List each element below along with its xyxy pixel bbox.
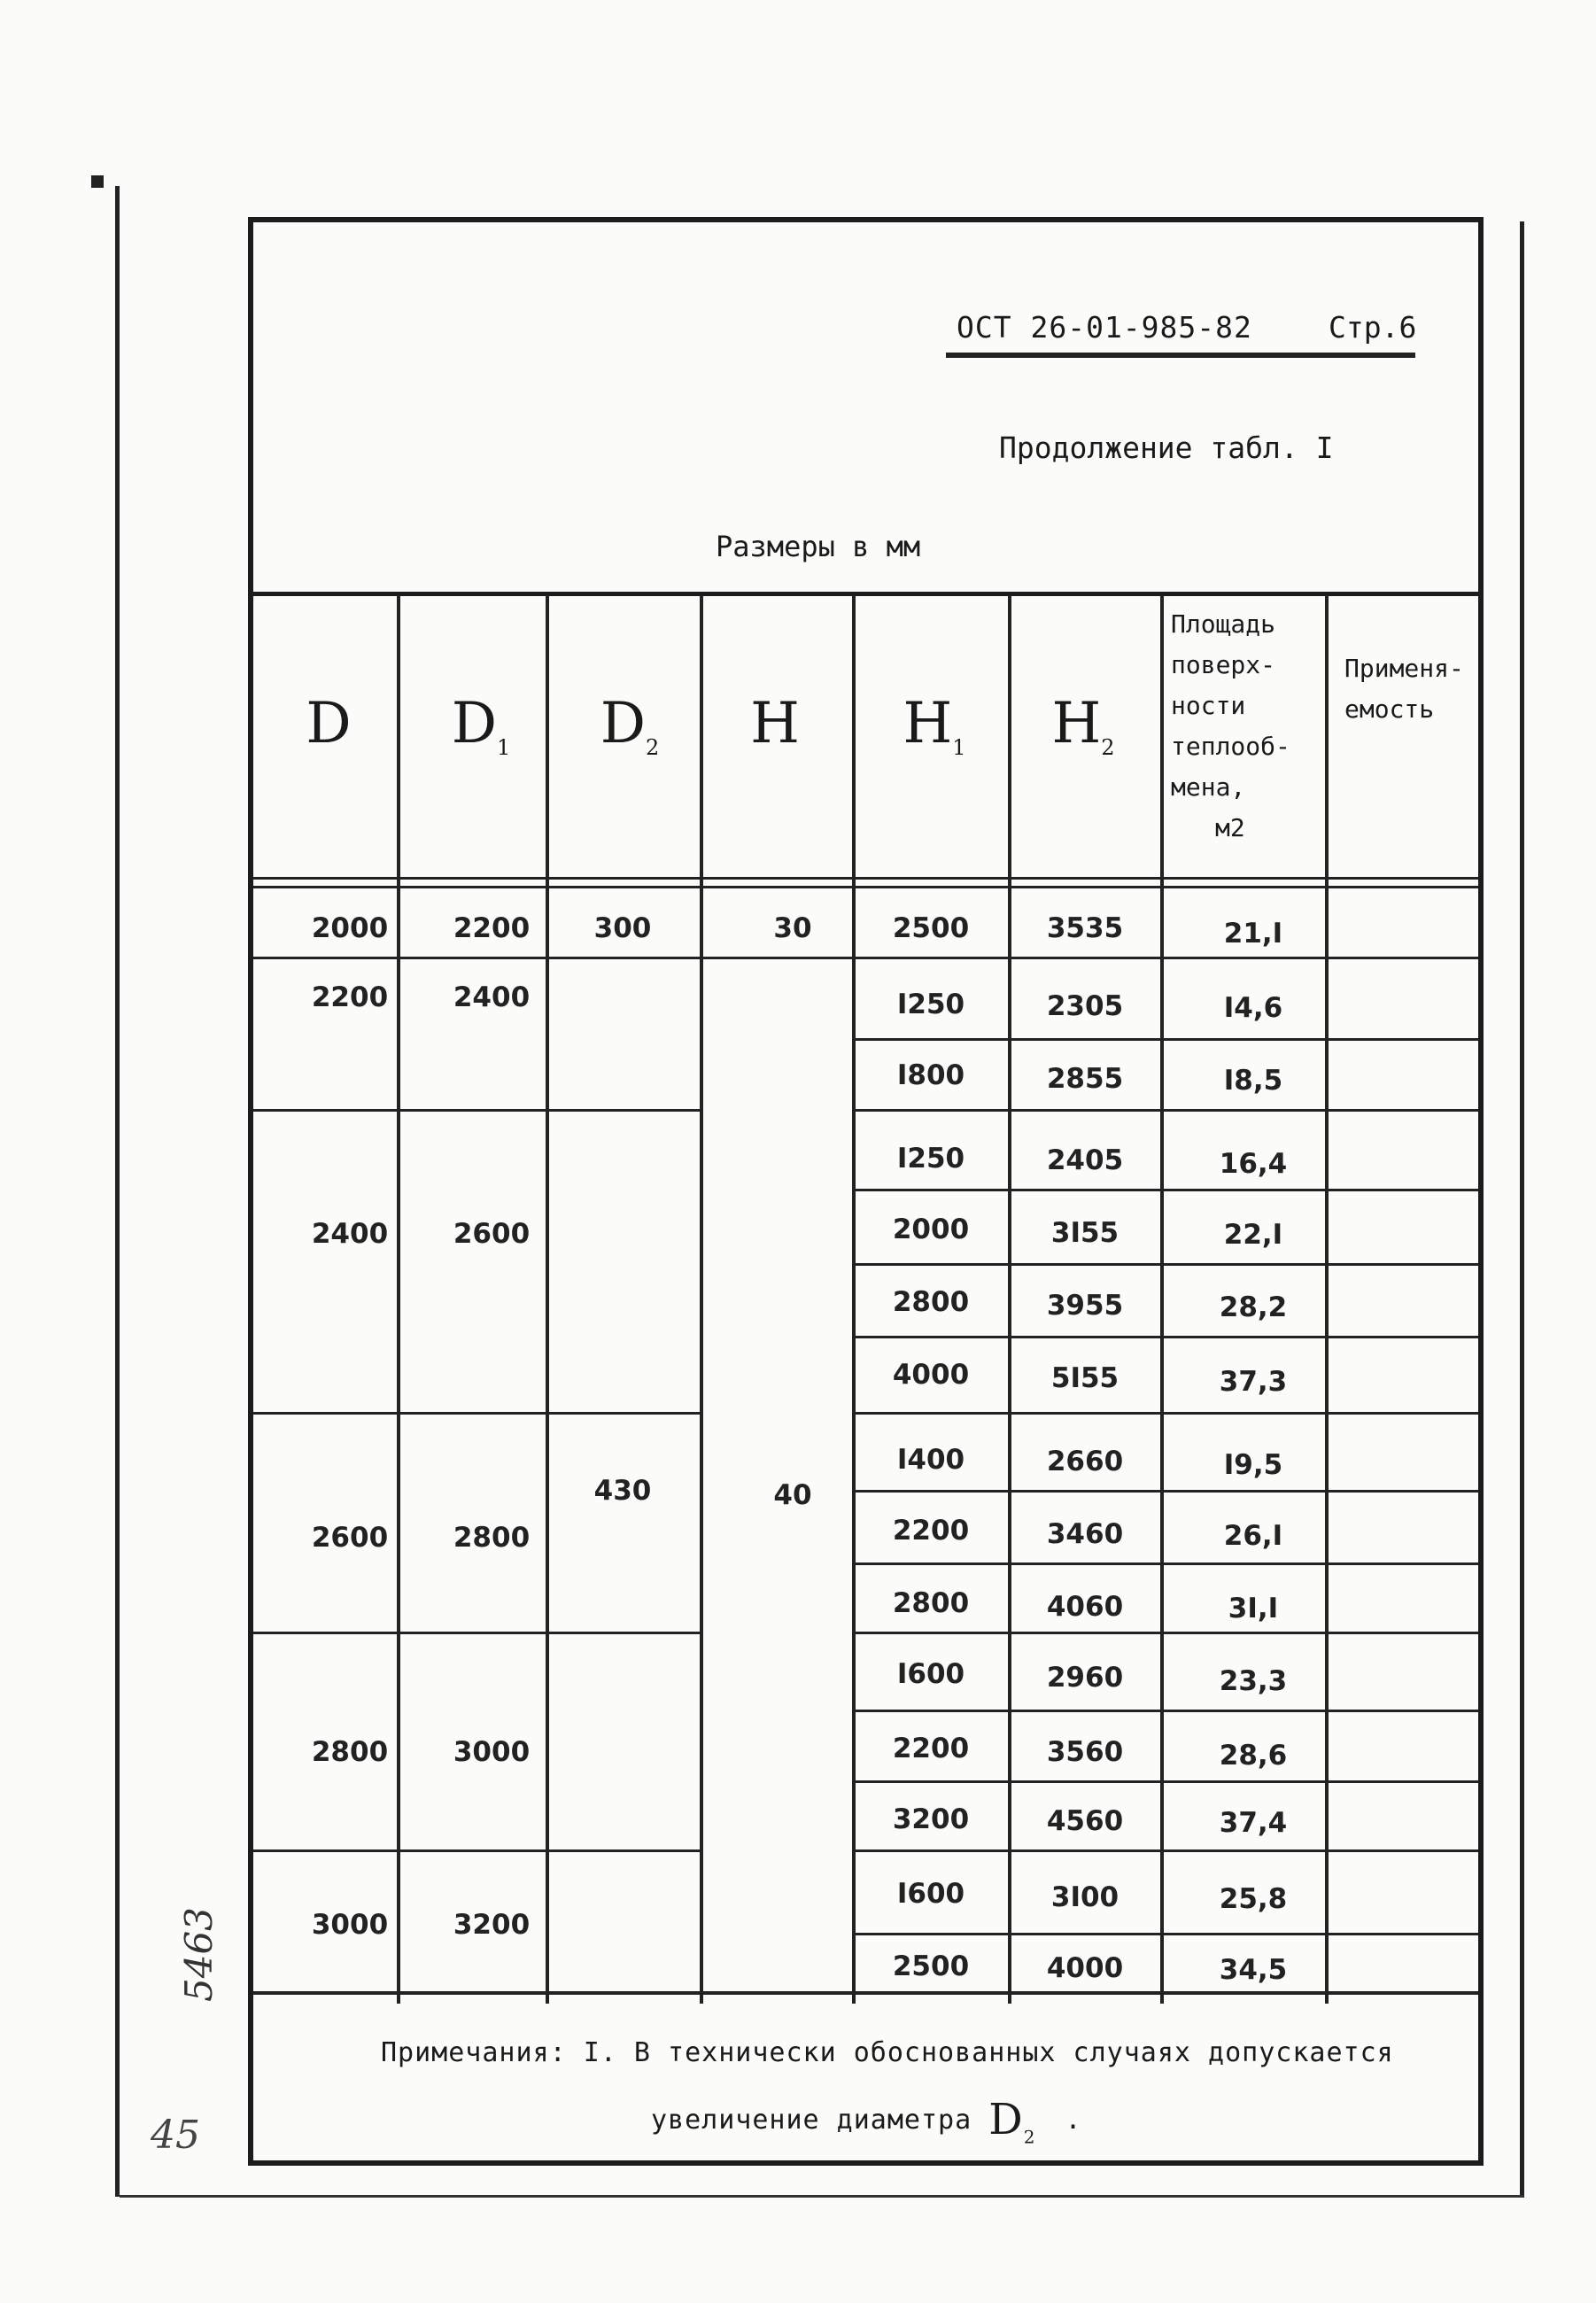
area-header-line: м2	[1215, 813, 1245, 842]
grid-line	[397, 595, 400, 2004]
cell-H2: 3I55	[1050, 1217, 1120, 1249]
usage-header-line: Применя-	[1344, 654, 1464, 683]
col-header-D: D	[306, 691, 352, 756]
cell-H1: I800	[896, 1059, 965, 1091]
cell-D: 2400	[311, 1218, 389, 1250]
cell-D2: 300	[593, 912, 652, 944]
note-D2-symbol: $D_2$	[988, 2095, 1036, 2148]
cell-area: 37,3	[1219, 1366, 1288, 1398]
grid-line	[1325, 595, 1329, 2004]
margin-inventory-number: 5463	[177, 1907, 221, 2002]
area-header-line: ности	[1171, 691, 1246, 720]
col-header-usage	[1344, 648, 1477, 730]
row-line	[852, 1263, 1478, 1266]
cell-area: 26,I	[1223, 1520, 1283, 1552]
cell-H-merged: 40	[773, 1479, 812, 1511]
cell-H1: I600	[896, 1658, 965, 1690]
cell-H2: 4060	[1046, 1591, 1124, 1623]
grid-line	[700, 595, 703, 2004]
cell-area: I9,5	[1223, 1449, 1283, 1481]
outer-border-right	[1520, 221, 1524, 2198]
cell-H2: 2960	[1046, 1662, 1124, 1694]
cell-H1: I250	[896, 989, 965, 1020]
header-separator	[253, 877, 1478, 880]
document-code: ОСТ 26-01-985-82	[957, 310, 1252, 345]
grid-line	[852, 595, 856, 2004]
cell-D1: 2400	[453, 981, 531, 1013]
cell-area: 28,2	[1219, 1291, 1288, 1323]
area-header-line: мена,	[1171, 772, 1246, 802]
cell-D: 2600	[311, 1522, 389, 1554]
cell-H1: 2800	[892, 1587, 970, 1619]
col-header-D1: $D_1$	[451, 691, 511, 760]
row-line	[852, 1109, 1478, 1112]
cell-area: 22,I	[1223, 1219, 1283, 1251]
cell-H1: 2500	[892, 1950, 970, 1982]
row-line	[852, 1189, 1478, 1191]
corner-mark	[91, 175, 104, 188]
grid-line	[1160, 595, 1164, 2004]
header-separator	[253, 886, 1478, 888]
cell-H1: 2500	[892, 912, 970, 944]
cell-H1: 2200	[892, 1733, 970, 1764]
cell-D1: 3200	[453, 1909, 531, 1941]
row-line	[852, 1780, 1478, 1783]
cell-H2: 3535	[1046, 912, 1124, 944]
cell-D: 2000	[311, 912, 389, 944]
cell-area: 21,I	[1223, 918, 1283, 950]
area-header-line: теплооб-	[1171, 732, 1290, 761]
code-underline	[946, 353, 1415, 358]
row-line	[253, 1412, 700, 1415]
cell-H2: 2405	[1046, 1144, 1124, 1176]
row-line	[852, 1849, 1478, 1852]
cell-area: I4,6	[1223, 992, 1283, 1024]
row-line	[852, 1710, 1478, 1712]
cell-H2: 2855	[1046, 1063, 1124, 1095]
col-header-H: H	[750, 691, 800, 756]
cell-area: 23,3	[1219, 1665, 1288, 1697]
row-line	[852, 1412, 1478, 1415]
cell-H1: 2000	[892, 1214, 970, 1245]
area-header-line: Площадь	[1171, 609, 1276, 639]
cell-H2: 3460	[1046, 1518, 1124, 1550]
row-line	[852, 1562, 1478, 1565]
cell-H2: 2305	[1046, 990, 1124, 1022]
row-line	[852, 1632, 1478, 1634]
col-header-D2: $D_2$	[600, 691, 660, 760]
row-line	[253, 1849, 700, 1852]
col-header-area	[1171, 604, 1313, 849]
document-frame	[248, 217, 1484, 2166]
row-line	[852, 1490, 1478, 1493]
cell-area: 3I,I	[1228, 1593, 1279, 1625]
cell-H1: 3200	[892, 1803, 970, 1835]
col-header-H1: $H_1$	[903, 691, 966, 760]
cell-D1: 2200	[453, 912, 531, 944]
cell-H1: 4000	[892, 1359, 970, 1391]
table-bottom-rule	[253, 1991, 1478, 1995]
cell-H1: I600	[896, 1878, 965, 1910]
cell-area: 34,5	[1219, 1954, 1288, 1986]
cell-H1: 2800	[892, 1286, 970, 1318]
note-text: увеличение диаметра	[651, 2105, 972, 2136]
margin-handwritten-number: 45	[151, 2113, 200, 2158]
cell-H2: 2660	[1046, 1446, 1124, 1477]
col-header-H2: $H_2$	[1051, 691, 1115, 760]
cell-area: I8,5	[1223, 1065, 1283, 1097]
cell-area: 37,4	[1219, 1807, 1288, 1839]
grid-line	[546, 595, 549, 2004]
grid-line	[1008, 595, 1011, 2004]
cell-D: 2800	[311, 1736, 389, 1768]
row-line	[253, 1632, 700, 1634]
outer-border-bottom	[120, 2195, 1523, 2198]
cell-H1: I400	[896, 1444, 965, 1476]
cell-H2: 4560	[1046, 1805, 1124, 1837]
cell-H: 30	[773, 912, 812, 944]
units-label: Размеры в мм	[716, 530, 921, 563]
cell-H2: 4000	[1046, 1952, 1124, 1984]
cell-D: 3000	[311, 1909, 389, 1941]
table-continuation-label: Продолжение табл. I	[999, 430, 1334, 465]
cell-D1: 3000	[453, 1736, 531, 1768]
cell-D2-merged: 430	[593, 1475, 652, 1507]
cell-D1: 2600	[453, 1218, 531, 1250]
cell-D: 2200	[311, 981, 389, 1013]
row-line	[852, 1336, 1478, 1338]
row-line	[253, 1109, 700, 1112]
note-period: .	[1065, 2105, 1082, 2136]
cell-H2: 3955	[1046, 1290, 1124, 1322]
cell-H1: 2200	[892, 1515, 970, 1547]
note-line-1: Примечания: I. В технически обоснованных случаях допускается	[381, 2037, 1394, 2068]
row-line	[852, 1933, 1478, 1935]
cell-area: 28,6	[1219, 1740, 1288, 1772]
row-line	[852, 1038, 1478, 1041]
usage-header-line: емость	[1344, 694, 1435, 724]
area-header-line: поверх-	[1171, 650, 1276, 679]
note-line-2	[651, 2095, 1082, 2148]
cell-H2: 3I00	[1050, 1881, 1120, 1913]
cell-H1: I250	[896, 1143, 965, 1175]
cell-H2: 5I55	[1050, 1362, 1120, 1394]
cell-H2: 3560	[1046, 1736, 1124, 1768]
cell-area: 16,4	[1219, 1148, 1288, 1180]
row-line	[253, 957, 1478, 959]
cell-area: 25,8	[1219, 1883, 1288, 1915]
header-rule	[253, 592, 1478, 596]
outer-border-left	[115, 186, 120, 2197]
cell-D1: 2800	[453, 1522, 531, 1554]
page-number: Стр.6	[1329, 310, 1417, 345]
